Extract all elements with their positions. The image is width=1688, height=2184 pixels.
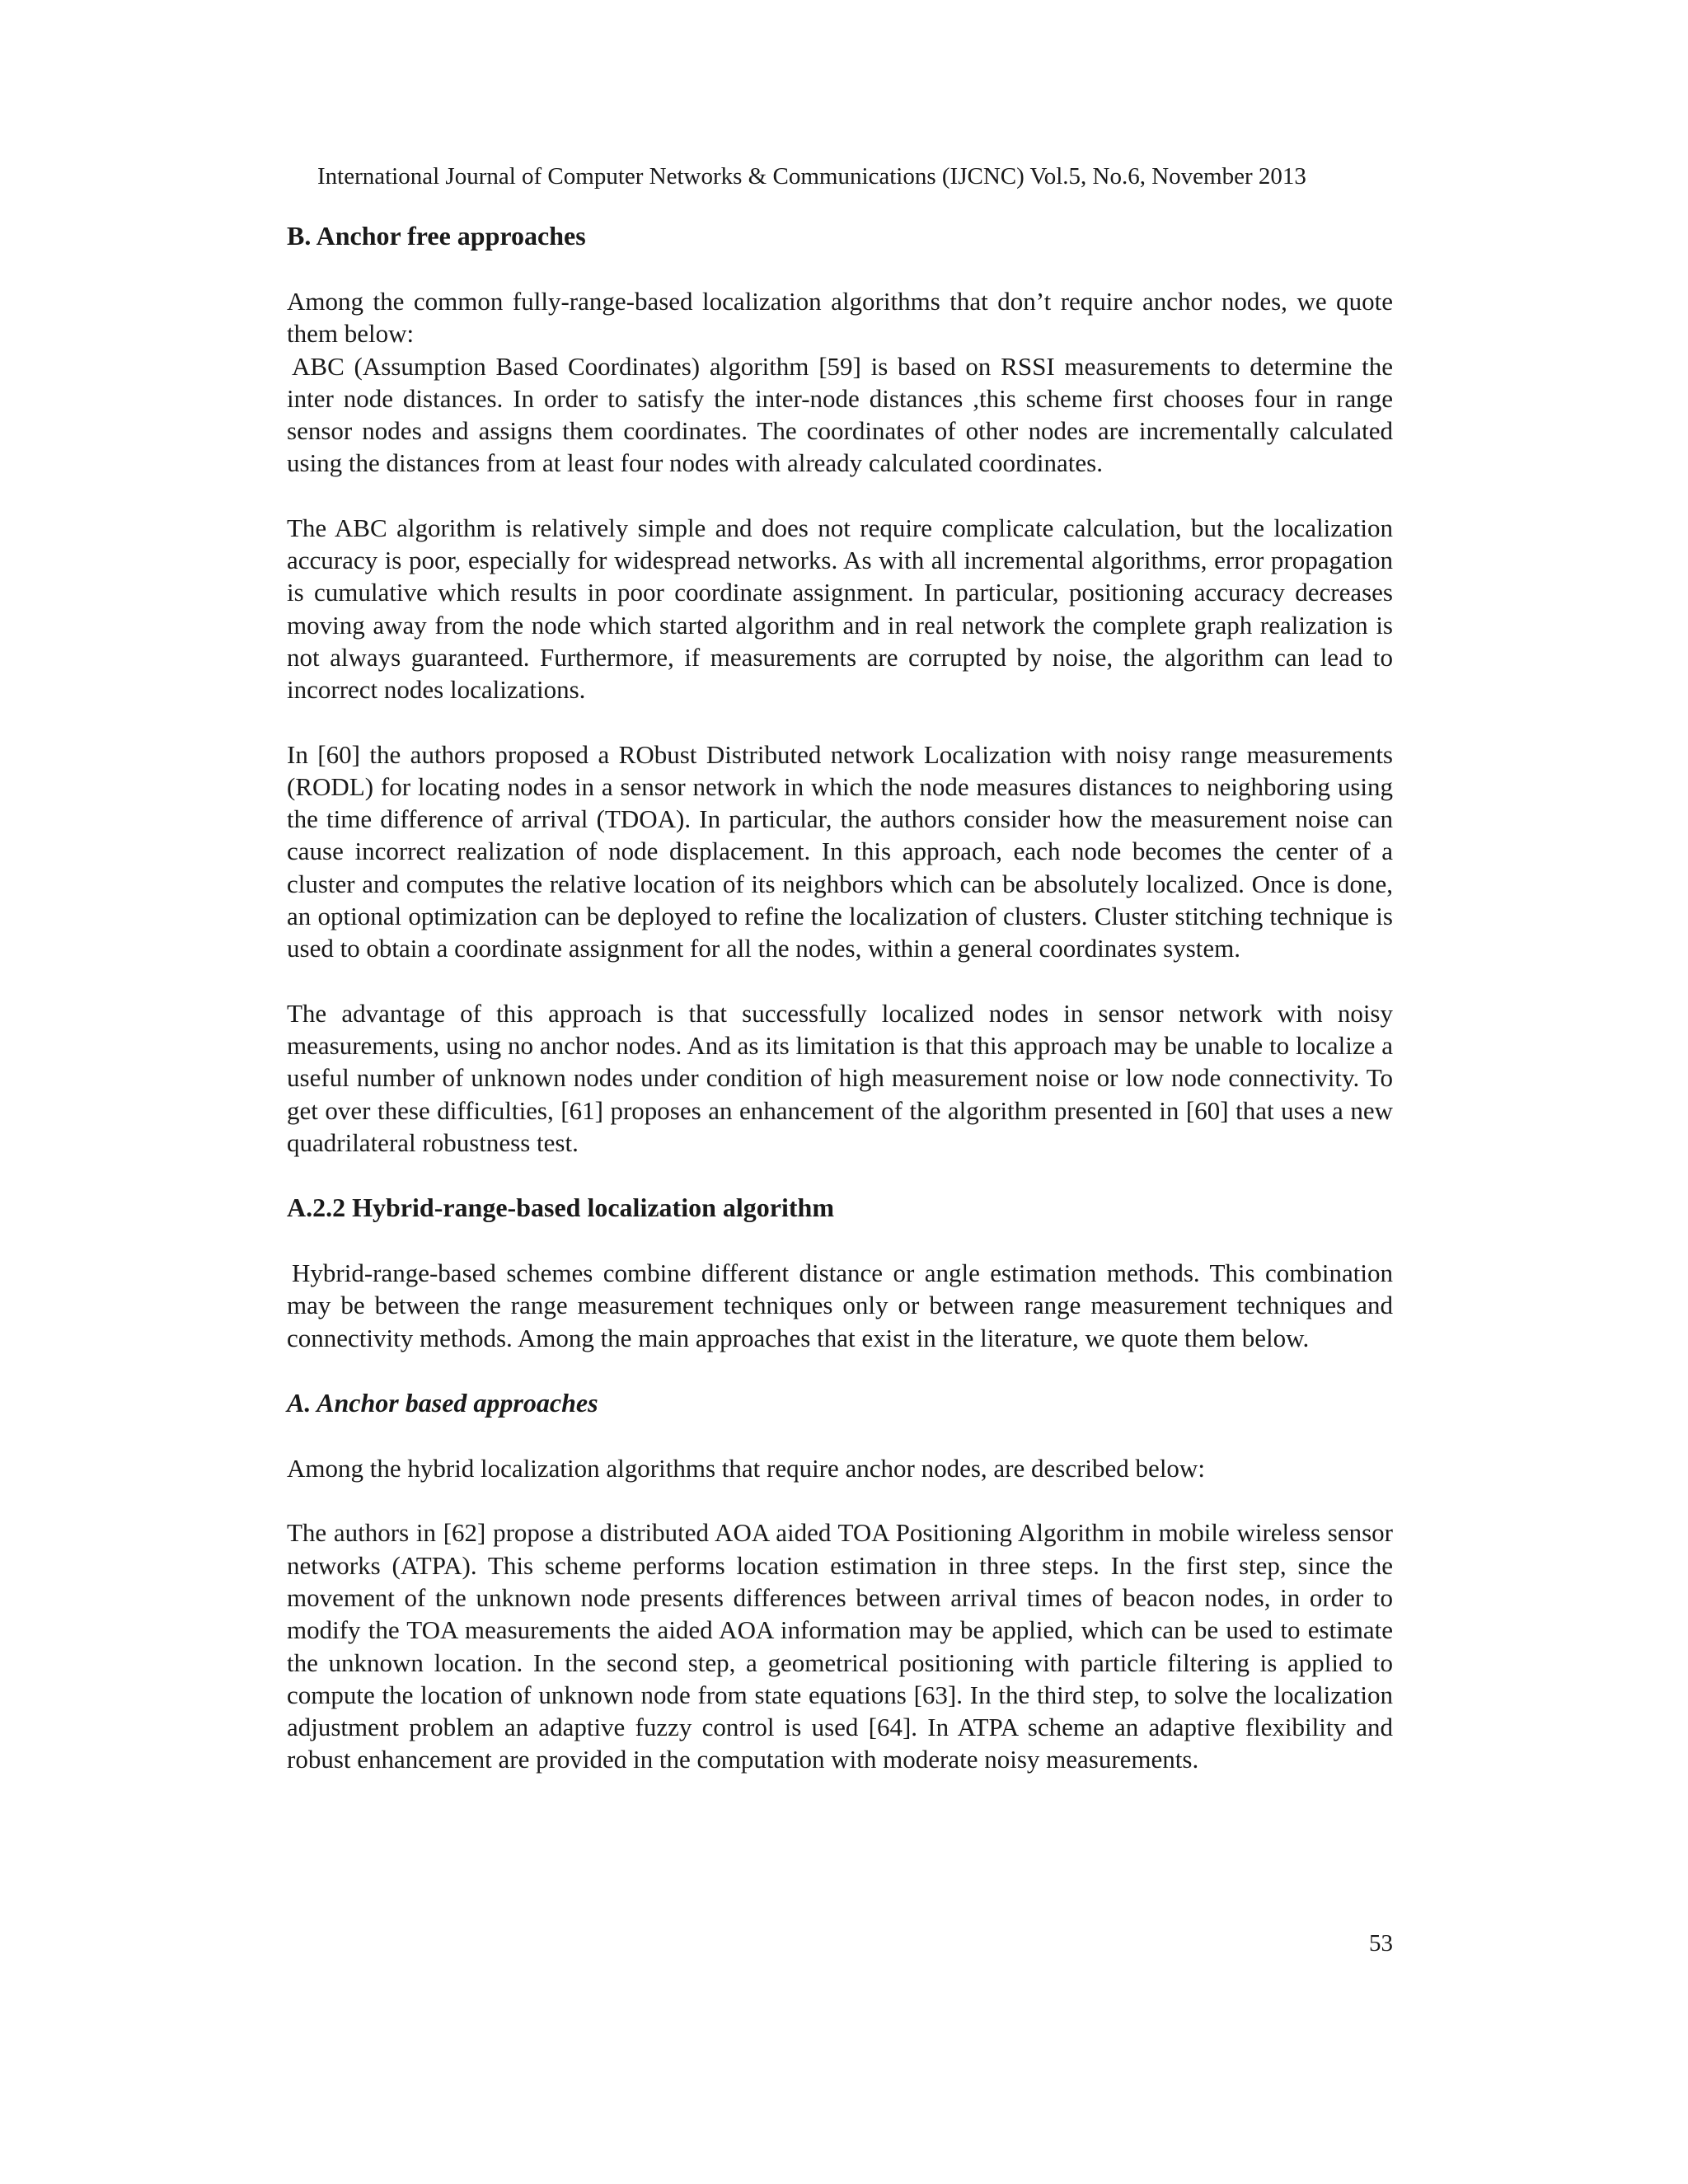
paragraph: ABC (Assumption Based Coordinates) algorithm [59] is based on RSSI measurements to determine the inter node distances. In order to satisfy the inter-node distances ,this scheme first chooses four in range sensor nodes and assigns them coordinates. The coordinates of other nodes are incrementally calculated using the distances from at least four nodes with already calculated coordinates. — [287, 351, 1393, 478]
section-heading-anchor-based: A. Anchor based approaches — [287, 1388, 598, 1418]
running-header: International Journal of Computer Networks & Communications (IJCNC) Vol.5, No.6, November 2013 — [317, 163, 1306, 190]
section-heading-hybrid: A.2.2 Hybrid-range-based localization algorithm — [287, 1193, 834, 1223]
paragraph: The advantage of this approach is that successfully localized nodes in sensor network with noisy measurements, using no anchor nodes. And as its limitation is that this approach may be unable to localize a useful number of unknown nodes under condition of high measurement noise or low node connectivity. To get over these difficulties, [61] proposes an enhancement of the algorithm presented in [60] that uses a new quadrilateral robustness test. — [287, 998, 1393, 1157]
paragraph: The ABC algorithm is relatively simple and does not require complicate calculation, but the localization accuracy is poor, especially for widespread networks. As with all incremental algorithms, error propagation is cumulative which results in poor coordinate assignment. In particular, positioning accuracy decreases moving away from the node which started algorithm and in real network the complete graph realization is not always guaranteed. Furthermore, if measurements are corrupted by noise, the algorithm can lead to incorrect nodes localizations. — [287, 513, 1393, 705]
paragraph: The authors in [62] propose a distributed AOA aided TOA Positioning Algorithm in mobile wireless sensor networks (ATPA). This scheme performs location estimation in three steps. In the first step, since the movement of the unknown node presents differences between arrival times of beacon nodes, in order to modify the TOA measurements the aided AOA information may be applied, which can be used to estimate the unknown location. In the second step, a geometrical positioning with particle filtering is applied to compute the location of unknown node from state equations [63]. In the third step, to solve the localization adjustment problem an adaptive fuzzy control is used [64]. In ATPA scheme an adaptive flexibility and robust enhancement are provided in the computation with moderate noisy measurements. — [287, 1518, 1393, 1774]
paragraph: In [60] the authors proposed a RObust Distributed network Localization with noisy range measurements (RODL) for locating nodes in a sensor network in which the node measures distances to neighboring using the time difference of arrival (TDOA). In particular, the authors consider how the measurement noise can cause incorrect realization of node displacement. In this approach, each node becomes the center of a cluster and computes the relative location of its neighbors which can be absolutely localized. Once is done, an optional optimization can be deployed to refine the localization of clusters. Cluster stitching technique is used to obtain a coordinate assignment for all the nodes, within a general coordinates system. — [287, 739, 1393, 963]
paragraph: Hybrid-range-based schemes combine different distance or angle estimation methods. This combination may be between the range measurement techniques only or between range measurement techniques and connectivity methods. Among the main approaches that exist in the literature, we quote them below. — [287, 1258, 1393, 1352]
paragraph: Among the common fully-range-based localization algorithms that don’t require anchor nodes, we quote them below: — [287, 287, 1393, 349]
paragraph: Among the hybrid localization algorithms that require anchor nodes, are described below: — [287, 1454, 1205, 1483]
page-body — [287, 219, 1393, 1808]
page-number: 53 — [1369, 1930, 1393, 1957]
section-heading-anchor-free: B. Anchor free approaches — [287, 221, 586, 251]
